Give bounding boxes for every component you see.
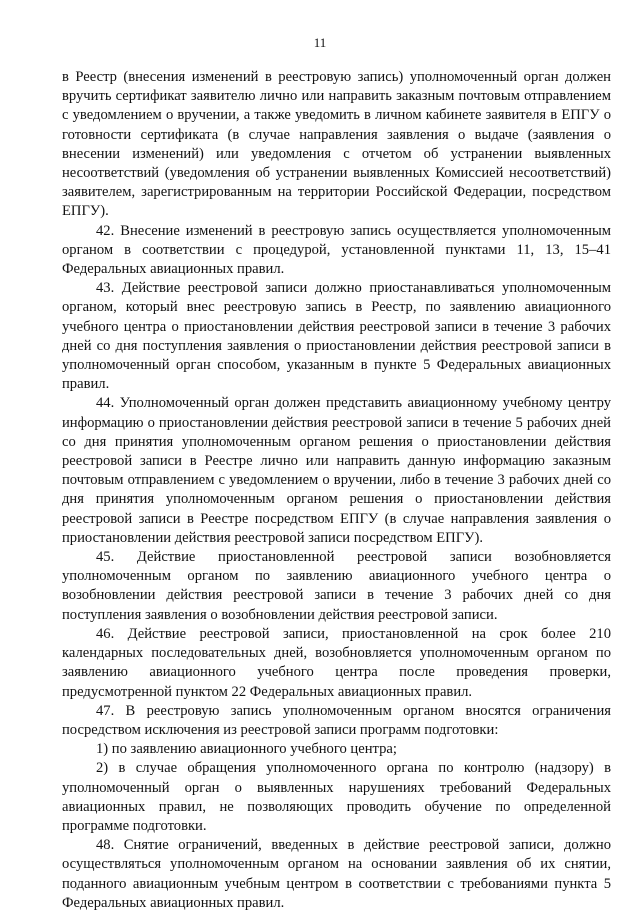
paragraph-46: 46. Действие реестровой записи, приостановленной на срок более 210 календарных последовательных дней, возобновляется уполномоченным органом по заявлению авиационного учебного центра после проведения проверки, предусмотренной пунктом 22 Федеральных авиационных правил. (62, 625, 611, 700)
paragraph-48: 48. Снятие ограничений, введенных в действие реестровой записи, должно осуществляться уполномоченным органом на основании заявления об их снятии, поданного авиационным учебным центром в соответствии с требованиями пункта 5 Федеральных авиационных правил. (62, 837, 611, 911)
paragraph-47-item-1: 1) по заявлению авиационного учебного центра; (96, 741, 397, 758)
paragraph-45: 45. Действие приостановленной реестровой записи возобновляется уполномоченным органом по заявлению авиационного учебного центра о возобновлении действия реестровой записи в течение 3 рабочих дней со дня поступления заявления о возобновлении действия реестровой записи. (62, 549, 611, 623)
paragraph-continuation: в Реестр (внесения изменений в реестровую запись) уполномоченный орган должен вручить сертификат заявителю лично или направить заказным почтовым отправлением с уведомлением о вручении, а также уведомить в личном кабинете заявителя в ЕПГУ о готовности сертификата (в случае направления заявления о выдаче (заявления о внесении изменений) или уведомления с отчетом об устранении выявленных несоответствий (уведомления об устранении выявленных Комиссией несоответствий) заявителем, зарегистрированным на территории Российской Федерации, посредством ЕПГУ). (62, 69, 611, 220)
paragraph-47-item-2: 2) в случае обращения уполномоченного органа по контролю (надзору) в уполномоченный орган о выявленных нарушениях требований Федеральных авиационных правил, не позволяющих проводить обучение по определенной программе подготовки. (62, 760, 611, 834)
paragraph-47: 47. В реестровую запись уполномоченным органом вносятся ограничения посредством исключения из реестровой записи программ подготовки: (62, 702, 611, 738)
paragraph-43: 43. Действие реестровой записи должно приостанавливаться уполномоченным органом, который внес реестровую запись в Реестр, по заявлению авиационного учебного центра о приостановлении действия реестровой записи в течение 3 рабочих дней со дня поступления заявления о приостановлении действия реестровой записи в уполномоченный орган способом, указанным в пункте 5 Федеральных авиационных правил. (62, 280, 611, 393)
paragraph-42: 42. Внесение изменений в реестровую запись осуществляется уполномоченным органом в соответствии с процедурой, установленной пунктами 11, 13, 15–41 Федеральных авиационных правил. (62, 222, 611, 278)
document-body (62, 68, 611, 913)
page-number: 11 (313, 35, 327, 50)
paragraph-44: 44. Уполномоченный орган должен представить авиационному учебному центру информацию о приостановлении действия реестровой записи в течение 5 рабочих дней со дня принятия уполномоченным органом решения о приостановлении действия реестровой записи в Реестре лично или направить данную информацию заказным почтовым отправлением с уведомлением о вручении, либо в течение 3 рабочих дней со дня принятия уполномоченным органом решения о приостановлении действия реестровой записи в Реестре посредством ЕПГУ (в случае направления заявления о приостановлении действия реестровой записи посредством ЕПГУ). (62, 395, 611, 546)
